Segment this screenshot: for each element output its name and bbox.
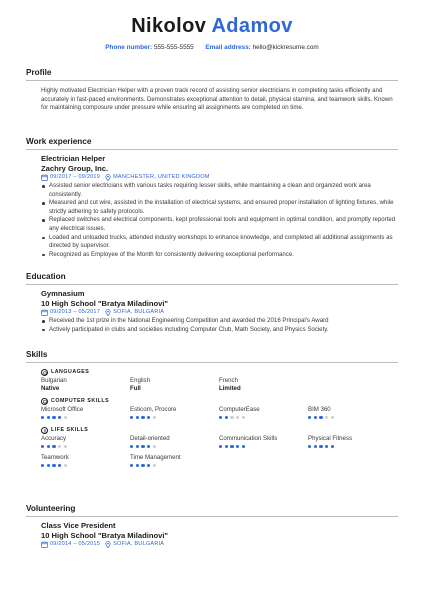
rating-dot-filled	[242, 445, 245, 448]
rating-dot-filled	[58, 464, 61, 467]
rating-dot-filled	[219, 445, 222, 448]
skill-item	[130, 454, 219, 473]
skill-rating	[130, 416, 219, 419]
skill-name: ComputerEase	[219, 406, 260, 413]
skill-name: Accuracy	[41, 435, 67, 442]
degree-name: Gymnasium	[41, 289, 85, 298]
globe-icon	[41, 369, 48, 376]
company-name: Zachry Group, Inc.	[41, 163, 109, 173]
education-location: SOFIA, BULGARIA	[113, 309, 165, 315]
language-name: Bulgarian	[41, 377, 67, 384]
profile-text: Highly motivated Electrician Helper with a proven track record of assisting senior electricians in completing tasks efficiently and accurately in fast-paced environments. Demonstrates exceptional attention to detail, physical stamina, and teamwork skills. Known for maintaining composure under pressure while ensuring all assignments are completed on time.	[41, 87, 393, 112]
skill-name: Detail-oriented	[130, 435, 170, 442]
language-item	[219, 377, 308, 396]
rating-dot-filled	[141, 445, 144, 448]
skill-name: Time Management	[130, 454, 181, 461]
rating-dot-filled	[47, 416, 50, 419]
section-title-profile: Profile	[26, 68, 52, 77]
skill-rating	[308, 416, 397, 419]
location-pin-icon	[105, 541, 111, 548]
computer-skills-group	[41, 397, 398, 425]
skill-rating	[41, 416, 130, 419]
list-item: Replaced switches and electrical components, kept professional tools and equipment in optimal condition, and promptly reported any electrical issues.	[41, 216, 398, 233]
rating-dot-filled	[219, 416, 222, 419]
section-title-education: Education	[26, 272, 66, 281]
skills-section	[26, 349, 398, 474]
list-item: Loaded and unloaded trucks, attended industry workshops to enhance knowledge, and completed all additional assignments as directed by supervisor.	[41, 234, 398, 251]
rating-dot-filled	[141, 416, 144, 419]
rating-dot-empty	[230, 416, 233, 419]
rating-dot-empty	[331, 416, 334, 419]
rating-dot-filled	[319, 445, 322, 448]
rating-dot-filled	[41, 464, 44, 467]
rating-dot-filled	[52, 464, 55, 467]
rating-dot-filled	[325, 445, 328, 448]
skill-name: Microsoft Office	[41, 406, 84, 413]
skill-name: Teamwork	[41, 454, 69, 461]
life-skills-group	[41, 426, 398, 473]
rating-dot-filled	[136, 445, 139, 448]
language-level: Full	[130, 385, 141, 392]
monitor-icon	[41, 398, 48, 405]
rating-dot-filled	[41, 416, 44, 419]
rating-dot-filled	[47, 445, 50, 448]
skill-item	[41, 435, 130, 454]
section-title-experience: Work experience	[26, 137, 92, 146]
list-item: Recognized as Employee of the Month for consistently delivering exceptional performance.	[41, 251, 398, 260]
volunteer-org: 10 High School "Bratya Miladinovi"	[41, 530, 169, 540]
languages-heading	[41, 368, 398, 377]
rating-dot-filled	[236, 445, 239, 448]
skill-name: Communication Skills	[219, 435, 278, 442]
rating-dot-filled	[136, 464, 139, 467]
profile-section	[26, 67, 398, 113]
skill-rating	[219, 445, 308, 448]
list-item: Actively participated in clubs and societies including Computer Club, Math Society, and Physics Society.	[41, 326, 398, 335]
rating-dot-filled	[130, 464, 133, 467]
language-name: French	[219, 377, 238, 384]
job-meta	[41, 173, 398, 181]
volunteer-dates: 09/2014 – 05/2015	[50, 541, 101, 547]
life-skills-label: LIFE SKILLS	[51, 427, 89, 434]
skill-name: Esticom, Procore	[130, 406, 177, 413]
computer-skills-label: COMPUTER SKILLS	[51, 398, 110, 405]
list-item: Measured and cut wire, assisted in the installation of electrical systems, and ensured proper installation of lighting fixtures, while strictly adhering to safety protocols.	[41, 199, 398, 216]
languages-label: LANGUAGES	[51, 369, 90, 376]
skill-item	[219, 435, 308, 454]
rating-dot-filled	[141, 464, 144, 467]
calendar-icon	[41, 541, 48, 548]
computer-skills-heading	[41, 397, 398, 406]
rating-dot-filled	[314, 416, 317, 419]
rating-dot-filled	[130, 416, 133, 419]
education-dates: 09/2013 – 05/2017	[50, 309, 101, 315]
skill-rating	[130, 464, 219, 467]
calendar-icon	[41, 309, 48, 316]
skill-rating	[41, 445, 130, 448]
list-item: Assisted senior electricians with various tasks requiring lesser skills, while maintaining a clean and organized work area consistently.	[41, 182, 398, 199]
rating-dot-empty	[242, 416, 245, 419]
skill-rating	[41, 464, 130, 467]
candidate-name	[0, 14, 424, 38]
section-title-volunteering: Volunteering	[26, 504, 76, 513]
volunteer-location: SOFIA, BULGARIA	[113, 541, 165, 547]
skill-item	[130, 406, 219, 425]
last-name: Adamov	[211, 15, 293, 37]
rating-dot-filled	[52, 416, 55, 419]
rating-dot-filled	[331, 445, 334, 448]
education-meta	[41, 308, 398, 316]
skill-item	[219, 406, 308, 425]
contact-line	[0, 43, 424, 52]
skill-item	[130, 435, 219, 454]
rating-dot-empty	[64, 445, 67, 448]
list-item: Received the 1st prize in the National Engineering Competition and awarded the 2016 Principal's Award	[41, 317, 398, 326]
rating-dot-filled	[41, 445, 44, 448]
rating-dot-filled	[319, 416, 322, 419]
experience-section	[26, 136, 398, 259]
email-label: Email address:	[205, 44, 251, 51]
rating-dot-filled	[130, 445, 133, 448]
language-level: Native	[41, 385, 60, 392]
skill-item	[41, 406, 130, 425]
skill-rating	[130, 445, 219, 448]
first-name: Nikolov	[131, 15, 207, 37]
location-pin-icon	[105, 309, 111, 316]
rating-dot-filled	[230, 445, 233, 448]
rating-dot-empty	[58, 445, 61, 448]
rating-dot-empty	[236, 416, 239, 419]
rating-dot-filled	[147, 464, 150, 467]
rating-dot-empty	[64, 416, 67, 419]
calendar-icon	[41, 174, 48, 181]
job-dates: 09/2017 – 09/2019	[50, 174, 101, 180]
rating-dot-empty	[153, 464, 156, 467]
skill-name: Physical Fitness	[308, 435, 353, 442]
rating-dot-empty	[153, 416, 156, 419]
rating-dot-filled	[52, 445, 55, 448]
job-location: MANCHESTER, UNITED KINGDOM	[113, 174, 210, 180]
rating-dot-filled	[225, 445, 228, 448]
language-item	[130, 377, 219, 396]
rating-dot-empty	[153, 445, 156, 448]
skill-rating	[219, 416, 308, 419]
life-skills-heading	[41, 426, 398, 435]
section-title-skills: Skills	[26, 350, 48, 359]
rating-dot-filled	[314, 445, 317, 448]
skill-rating	[308, 445, 397, 448]
phone-label: Phone number:	[105, 44, 153, 51]
languages-group	[41, 368, 398, 396]
rating-dot-filled	[308, 416, 311, 419]
rating-dot-empty	[64, 464, 67, 467]
skill-item	[308, 406, 397, 425]
skill-item	[41, 454, 130, 473]
volunteering-section	[26, 503, 398, 548]
rating-dot-filled	[147, 416, 150, 419]
rating-dot-filled	[308, 445, 311, 448]
person-icon	[41, 427, 48, 434]
rating-dot-filled	[225, 416, 228, 419]
rating-dot-empty	[325, 416, 328, 419]
language-level: Limited	[219, 385, 241, 392]
skill-item	[308, 435, 397, 454]
resume-header	[0, 0, 424, 52]
language-name: English	[130, 377, 150, 384]
education-bullets	[41, 317, 398, 334]
job-bullets	[41, 182, 398, 259]
school-name: 10 High School "Bratya Miladinovi"	[41, 298, 169, 308]
location-pin-icon	[105, 174, 111, 181]
volunteer-meta	[41, 540, 398, 548]
job-title: Electrician Helper	[41, 154, 106, 163]
skill-name: BIM 360	[308, 406, 331, 413]
phone-value: 555-555-5555	[153, 44, 194, 51]
education-section	[26, 271, 398, 334]
rating-dot-filled	[58, 416, 61, 419]
volunteer-role: Class Vice President	[41, 521, 116, 530]
email-value[interactable]: hello@kickresume.com	[252, 44, 319, 51]
rating-dot-filled	[147, 445, 150, 448]
language-item	[41, 377, 130, 396]
rating-dot-filled	[47, 464, 50, 467]
rating-dot-filled	[136, 416, 139, 419]
